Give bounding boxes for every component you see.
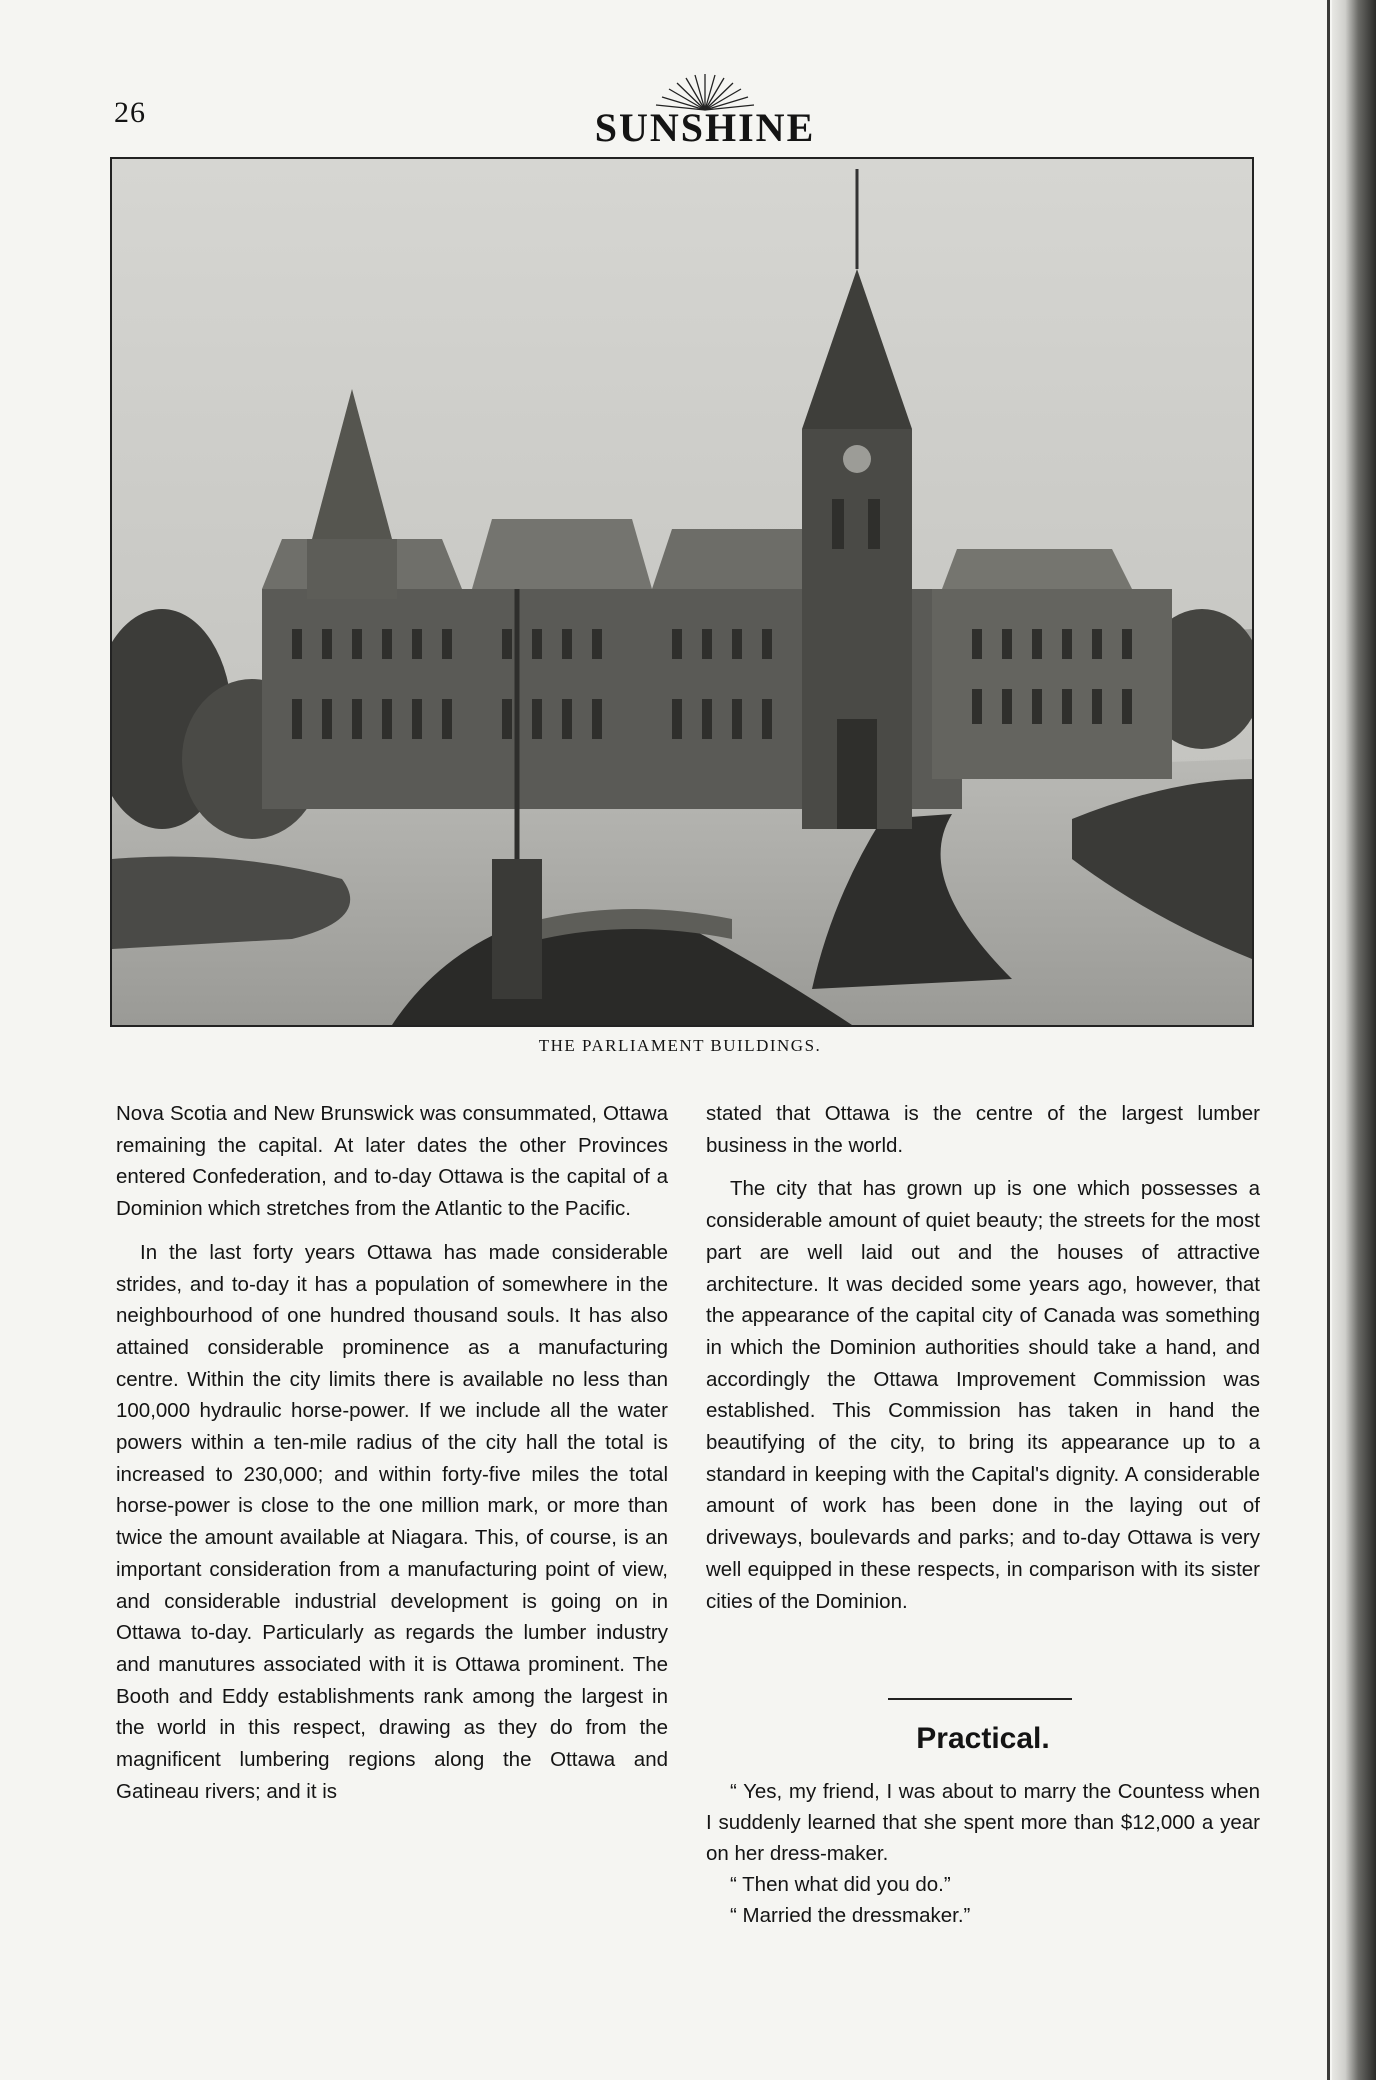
page-edge-shadow (1332, 0, 1376, 2080)
story-line-1: “ Yes, my friend, I was about to marry the Countess when I suddenly learned that she spent more than $12,000 a year on her dress-maker. (706, 1780, 1260, 1865)
article-left-column (116, 1098, 668, 1807)
story-heading: Practical. (916, 1722, 1050, 1755)
masthead-title: SUNSHINE (594, 105, 816, 150)
page-number: 26 (114, 96, 146, 129)
figure-caption: THE PARLIAMENT BUILDINGS. (538, 1036, 822, 1055)
masthead (560, 70, 850, 150)
right-paragraph-1: stated that Ottawa is the centre of the largest lumber business in the world. (706, 1102, 1260, 1157)
story-line-3: “ Married the dressmaker.” (730, 1904, 971, 1927)
right-paragraph-2: The city that has grown up is one which possesses a considerable amount of quiet beauty; the streets for the most part are well laid out and the houses of attractive architecture. It was decided some years ago, however, that the appearance of the capital city of Canada was something in which the Dominion authorities should take a hand, and accordingly the Ottawa Improvement Commission was established. This Commission has taken in hand the beautifying of the city, to bring its appearance up to a standard in keeping with the Capital's dignity. A considerable amount of work has been done in the laying out of driveways, boulevards and parks; and to-day Ottawa is very well equipped in these respects, in comparison with its sister cities of the Dominion. (706, 1177, 1260, 1613)
article-right-column (706, 1098, 1260, 1617)
page-edge-line (1327, 0, 1330, 2080)
story-body (706, 1776, 1260, 1931)
left-paragraph-2: In the last forty years Ottawa has made considerable strides, and to-day it has a population of somewhere in the neighbourhood of one hundred thousand souls. It has also attained considerable prominence as a manufacturing centre. Within the city limits there is available no less than 100,000 hydraulic horse-power. If we include all the water powers within a ten-mile radius of the city hall the total is increased to 230,000; and within forty-five miles the total horse-power is close to the one million mark, or more than twice the amount available at Niagara. This, of course, is an important consideration from a manufacturing point of view, and considerable industrial development is going on in Ottawa to-day. Particularly as regards the lumber industry and manutures associated with it is Ottawa prominent. The Booth and Eddy establishments rank among the largest in the world in this respect, drawing as they do from the magnificent lumbering regions along the Ottawa and Gatineau rivers; and it is (116, 1240, 668, 1803)
parliament-photo (110, 157, 1254, 1027)
left-paragraph-1: Nova Scotia and New Brunswick was consummated, Ottawa remaining the capital. At later dates the other Provinces entered Confederation, and to-day Ottawa is the capital of a Dominion which stretches from the Atlantic to the Pacific. (116, 1102, 668, 1221)
section-divider (888, 1698, 1072, 1700)
story-line-2: “ Then what did you do.” (730, 1873, 951, 1896)
